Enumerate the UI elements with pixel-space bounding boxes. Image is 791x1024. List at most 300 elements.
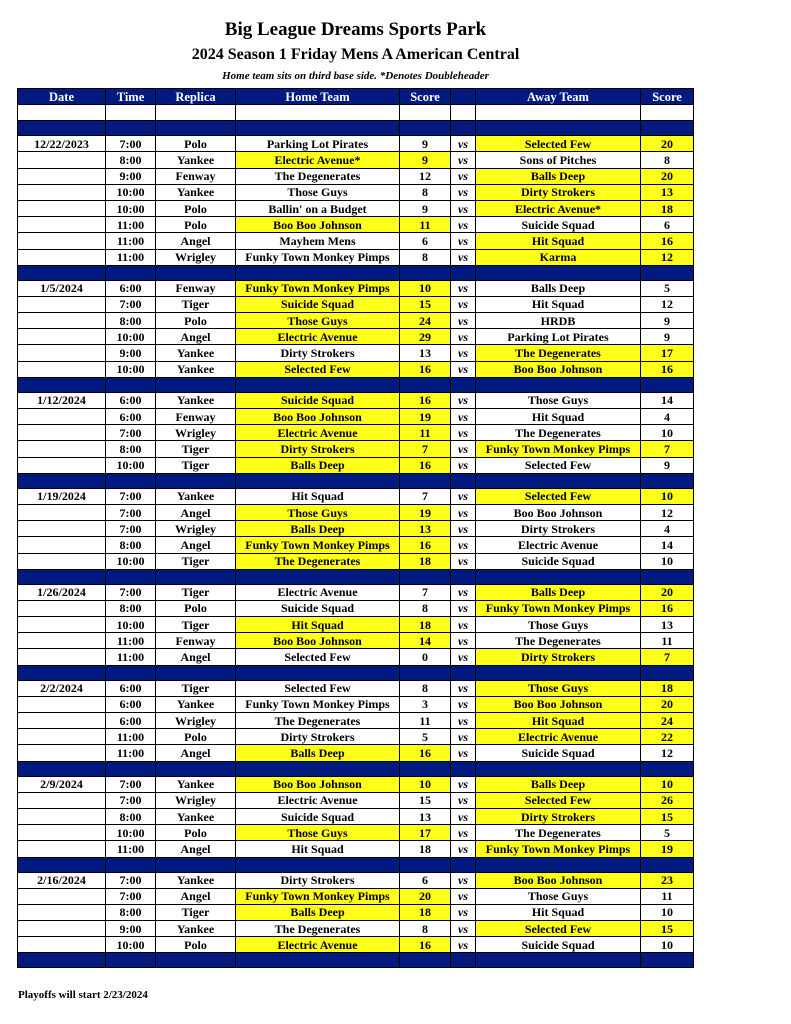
vs-label: vs bbox=[451, 504, 476, 520]
game-date bbox=[18, 888, 106, 904]
away-score: 16 bbox=[641, 233, 694, 249]
vs-label: vs bbox=[451, 808, 476, 824]
separator-cell bbox=[476, 265, 641, 280]
col-header-away-team: Away Team bbox=[476, 89, 641, 105]
separator-cell bbox=[156, 121, 236, 136]
col-header-time: Time bbox=[106, 89, 156, 105]
game-time: 8:00 bbox=[106, 441, 156, 457]
page-subtitle: 2024 Season 1 Friday Mens A American Central bbox=[191, 46, 520, 63]
game-time: 7:00 bbox=[106, 584, 156, 600]
separator-cell bbox=[451, 761, 476, 776]
blank-cell bbox=[106, 105, 156, 121]
week-separator bbox=[18, 665, 694, 680]
game-time: 10:00 bbox=[106, 184, 156, 200]
away-team: Karma bbox=[476, 249, 641, 265]
home-team: Suicide Squad bbox=[236, 808, 400, 824]
game-date: 1/12/2024 bbox=[18, 392, 106, 408]
vs-label: vs bbox=[451, 649, 476, 665]
home-score: 8 bbox=[400, 249, 451, 265]
vs-label: vs bbox=[451, 441, 476, 457]
home-score: 7 bbox=[400, 584, 451, 600]
home-score: 19 bbox=[400, 504, 451, 520]
game-date bbox=[18, 504, 106, 520]
separator-cell bbox=[156, 857, 236, 872]
game-row bbox=[18, 152, 694, 168]
game-date: 2/2/2024 bbox=[18, 680, 106, 696]
home-score: 18 bbox=[400, 841, 451, 857]
week-separator bbox=[18, 265, 694, 280]
game-row bbox=[18, 136, 694, 152]
game-row bbox=[18, 217, 694, 233]
vs-label: vs bbox=[451, 521, 476, 537]
game-date bbox=[18, 168, 106, 184]
home-score: 8 bbox=[400, 184, 451, 200]
away-team: Hit Squad bbox=[476, 296, 641, 312]
game-time: 10:00 bbox=[106, 825, 156, 841]
blank-cell bbox=[236, 105, 400, 121]
away-team: Dirty Strokers bbox=[476, 521, 641, 537]
vs-label: vs bbox=[451, 296, 476, 312]
home-team: Selected Few bbox=[236, 361, 400, 377]
game-date bbox=[18, 600, 106, 616]
home-score: 12 bbox=[400, 168, 451, 184]
separator-cell bbox=[156, 761, 236, 776]
home-score: 11 bbox=[400, 713, 451, 729]
home-score: 13 bbox=[400, 808, 451, 824]
game-row bbox=[18, 713, 694, 729]
game-replica: Tiger bbox=[156, 904, 236, 920]
game-row bbox=[18, 696, 694, 712]
away-score: 20 bbox=[641, 136, 694, 152]
separator-cell bbox=[400, 857, 451, 872]
away-score: 6 bbox=[641, 217, 694, 233]
home-team: Dirty Strokers bbox=[236, 441, 400, 457]
vs-label: vs bbox=[451, 488, 476, 504]
away-score: 10 bbox=[641, 904, 694, 920]
game-time: 6:00 bbox=[106, 392, 156, 408]
away-team: Suicide Squad bbox=[476, 937, 641, 953]
game-row bbox=[18, 184, 694, 200]
separator-cell bbox=[400, 265, 451, 280]
game-replica: Tiger bbox=[156, 457, 236, 473]
game-replica: Polo bbox=[156, 136, 236, 152]
separator-cell bbox=[476, 761, 641, 776]
separator-cell bbox=[106, 377, 156, 392]
home-score: 18 bbox=[400, 553, 451, 569]
separator-cell bbox=[156, 265, 236, 280]
game-replica: Tiger bbox=[156, 553, 236, 569]
away-team: Balls Deep bbox=[476, 584, 641, 600]
game-row bbox=[18, 329, 694, 345]
week-separator bbox=[18, 761, 694, 776]
away-team: Boo Boo Johnson bbox=[476, 696, 641, 712]
home-team: Boo Boo Johnson bbox=[236, 217, 400, 233]
away-team: Boo Boo Johnson bbox=[476, 361, 641, 377]
away-score: 20 bbox=[641, 696, 694, 712]
game-row bbox=[18, 888, 694, 904]
away-team: Selected Few bbox=[476, 488, 641, 504]
home-team: Hit Squad bbox=[236, 488, 400, 504]
game-date bbox=[18, 184, 106, 200]
game-date bbox=[18, 713, 106, 729]
game-time: 11:00 bbox=[106, 217, 156, 233]
away-team: Funky Town Monkey Pimps bbox=[476, 600, 641, 616]
game-time: 8:00 bbox=[106, 537, 156, 553]
separator-cell bbox=[641, 569, 694, 584]
game-time: 10:00 bbox=[106, 200, 156, 216]
away-team: Balls Deep bbox=[476, 168, 641, 184]
separator-cell bbox=[400, 377, 451, 392]
game-replica: Angel bbox=[156, 537, 236, 553]
away-team: Selected Few bbox=[476, 457, 641, 473]
separator-cell bbox=[236, 473, 400, 488]
home-score: 24 bbox=[400, 313, 451, 329]
away-team: Suicide Squad bbox=[476, 553, 641, 569]
game-replica: Wrigley bbox=[156, 425, 236, 441]
game-date bbox=[18, 217, 106, 233]
away-score: 4 bbox=[641, 521, 694, 537]
separator-cell bbox=[451, 265, 476, 280]
game-time: 11:00 bbox=[106, 233, 156, 249]
home-team: Electric Avenue* bbox=[236, 152, 400, 168]
separator-cell bbox=[400, 569, 451, 584]
game-replica: Polo bbox=[156, 600, 236, 616]
separator-cell bbox=[236, 569, 400, 584]
away-team: Dirty Strokers bbox=[476, 184, 641, 200]
game-time: 10:00 bbox=[106, 553, 156, 569]
separator-cell bbox=[106, 953, 156, 968]
game-row bbox=[18, 488, 694, 504]
vs-label: vs bbox=[451, 152, 476, 168]
game-replica: Polo bbox=[156, 313, 236, 329]
home-team: The Degenerates bbox=[236, 921, 400, 937]
vs-label: vs bbox=[451, 600, 476, 616]
separator-cell bbox=[400, 761, 451, 776]
vs-label: vs bbox=[451, 361, 476, 377]
home-team: Funky Town Monkey Pimps bbox=[236, 280, 400, 296]
col-header-date: Date bbox=[18, 89, 106, 105]
separator-cell bbox=[476, 569, 641, 584]
game-row bbox=[18, 249, 694, 265]
game-replica: Fenway bbox=[156, 409, 236, 425]
game-replica: Angel bbox=[156, 841, 236, 857]
away-score: 7 bbox=[641, 649, 694, 665]
away-score: 26 bbox=[641, 792, 694, 808]
home-team: Boo Boo Johnson bbox=[236, 633, 400, 649]
home-team: The Degenerates bbox=[236, 168, 400, 184]
away-team: Electric Avenue* bbox=[476, 200, 641, 216]
separator-cell bbox=[476, 377, 641, 392]
game-date: 1/5/2024 bbox=[18, 280, 106, 296]
vs-label: vs bbox=[451, 280, 476, 296]
game-time: 11:00 bbox=[106, 249, 156, 265]
game-replica: Angel bbox=[156, 649, 236, 665]
separator-cell bbox=[641, 857, 694, 872]
game-replica: Angel bbox=[156, 233, 236, 249]
vs-label: vs bbox=[451, 345, 476, 361]
away-score: 11 bbox=[641, 633, 694, 649]
game-date bbox=[18, 233, 106, 249]
game-row bbox=[18, 745, 694, 761]
separator-cell bbox=[400, 665, 451, 680]
home-team: Hit Squad bbox=[236, 841, 400, 857]
vs-label: vs bbox=[451, 713, 476, 729]
away-score: 16 bbox=[641, 600, 694, 616]
separator-cell bbox=[236, 265, 400, 280]
game-date bbox=[18, 361, 106, 377]
away-team: Hit Squad bbox=[476, 233, 641, 249]
game-date bbox=[18, 345, 106, 361]
home-score: 8 bbox=[400, 600, 451, 616]
away-score: 12 bbox=[641, 249, 694, 265]
vs-label: vs bbox=[451, 841, 476, 857]
home-team: Balls Deep bbox=[236, 745, 400, 761]
game-row bbox=[18, 776, 694, 792]
separator-cell bbox=[400, 473, 451, 488]
game-time: 6:00 bbox=[106, 713, 156, 729]
away-score: 24 bbox=[641, 713, 694, 729]
vs-label: vs bbox=[451, 168, 476, 184]
game-time: 9:00 bbox=[106, 345, 156, 361]
game-date bbox=[18, 425, 106, 441]
blank-row bbox=[18, 105, 694, 121]
separator-cell bbox=[18, 121, 106, 136]
away-score: 10 bbox=[641, 425, 694, 441]
home-team: Boo Boo Johnson bbox=[236, 409, 400, 425]
home-team: The Degenerates bbox=[236, 553, 400, 569]
game-row bbox=[18, 392, 694, 408]
game-row bbox=[18, 361, 694, 377]
game-row bbox=[18, 633, 694, 649]
away-team: Balls Deep bbox=[476, 280, 641, 296]
game-time: 7:00 bbox=[106, 872, 156, 888]
schedule-note: Home team sits on third base side. *Denotes Doubleheader bbox=[222, 70, 489, 82]
away-score: 10 bbox=[641, 553, 694, 569]
home-team: Electric Avenue bbox=[236, 584, 400, 600]
away-team: Suicide Squad bbox=[476, 217, 641, 233]
vs-label: vs bbox=[451, 825, 476, 841]
separator-cell bbox=[451, 121, 476, 136]
away-score: 11 bbox=[641, 888, 694, 904]
home-score: 0 bbox=[400, 649, 451, 665]
vs-label: vs bbox=[451, 200, 476, 216]
game-time: 7:00 bbox=[106, 425, 156, 441]
col-header-vs bbox=[451, 89, 476, 105]
separator-cell bbox=[641, 121, 694, 136]
blank-cell bbox=[18, 105, 106, 121]
game-row bbox=[18, 600, 694, 616]
separator-cell bbox=[451, 473, 476, 488]
game-replica: Yankee bbox=[156, 488, 236, 504]
col-header-home-team: Home Team bbox=[236, 89, 400, 105]
game-replica: Angel bbox=[156, 888, 236, 904]
separator-cell bbox=[236, 377, 400, 392]
week-separator bbox=[18, 569, 694, 584]
home-score: 14 bbox=[400, 633, 451, 649]
game-time: 6:00 bbox=[106, 409, 156, 425]
home-team: Suicide Squad bbox=[236, 296, 400, 312]
game-date bbox=[18, 792, 106, 808]
game-date bbox=[18, 937, 106, 953]
separator-cell bbox=[18, 665, 106, 680]
blank-cell bbox=[476, 105, 641, 121]
game-replica: Fenway bbox=[156, 633, 236, 649]
game-row bbox=[18, 729, 694, 745]
separator-cell bbox=[18, 265, 106, 280]
game-replica: Wrigley bbox=[156, 713, 236, 729]
game-row bbox=[18, 584, 694, 600]
game-date bbox=[18, 200, 106, 216]
game-time: 11:00 bbox=[106, 649, 156, 665]
game-time: 7:00 bbox=[106, 521, 156, 537]
game-row bbox=[18, 313, 694, 329]
away-score: 16 bbox=[641, 361, 694, 377]
away-score: 12 bbox=[641, 745, 694, 761]
game-date bbox=[18, 249, 106, 265]
game-date bbox=[18, 921, 106, 937]
away-team: HRDB bbox=[476, 313, 641, 329]
separator-cell bbox=[476, 953, 641, 968]
game-date bbox=[18, 441, 106, 457]
home-score: 9 bbox=[400, 200, 451, 216]
vs-label: vs bbox=[451, 729, 476, 745]
away-team: Suicide Squad bbox=[476, 745, 641, 761]
home-score: 16 bbox=[400, 745, 451, 761]
game-row bbox=[18, 808, 694, 824]
home-score: 11 bbox=[400, 425, 451, 441]
away-team: Funky Town Monkey Pimps bbox=[476, 841, 641, 857]
separator-cell bbox=[18, 473, 106, 488]
away-team: The Degenerates bbox=[476, 633, 641, 649]
home-score: 3 bbox=[400, 696, 451, 712]
game-time: 11:00 bbox=[106, 633, 156, 649]
blank-cell bbox=[451, 105, 476, 121]
vs-label: vs bbox=[451, 457, 476, 473]
home-team: Boo Boo Johnson bbox=[236, 776, 400, 792]
home-team: Mayhem Mens bbox=[236, 233, 400, 249]
home-score: 7 bbox=[400, 441, 451, 457]
game-time: 7:00 bbox=[106, 488, 156, 504]
away-score: 17 bbox=[641, 345, 694, 361]
separator-cell bbox=[451, 569, 476, 584]
separator-cell bbox=[451, 377, 476, 392]
away-score: 19 bbox=[641, 841, 694, 857]
game-row bbox=[18, 457, 694, 473]
game-time: 7:00 bbox=[106, 776, 156, 792]
vs-label: vs bbox=[451, 136, 476, 152]
game-replica: Polo bbox=[156, 217, 236, 233]
vs-label: vs bbox=[451, 937, 476, 953]
home-team: Those Guys bbox=[236, 825, 400, 841]
home-team: Suicide Squad bbox=[236, 600, 400, 616]
separator-cell bbox=[156, 473, 236, 488]
game-time: 8:00 bbox=[106, 600, 156, 616]
separator-cell bbox=[476, 665, 641, 680]
home-score: 9 bbox=[400, 152, 451, 168]
game-date: 2/9/2024 bbox=[18, 776, 106, 792]
game-replica: Fenway bbox=[156, 168, 236, 184]
away-team: Those Guys bbox=[476, 617, 641, 633]
home-team: Funky Town Monkey Pimps bbox=[236, 537, 400, 553]
game-replica: Yankee bbox=[156, 184, 236, 200]
home-team: Those Guys bbox=[236, 184, 400, 200]
game-date bbox=[18, 617, 106, 633]
separator-cell bbox=[451, 857, 476, 872]
game-row bbox=[18, 280, 694, 296]
game-replica: Tiger bbox=[156, 680, 236, 696]
vs-label: vs bbox=[451, 745, 476, 761]
game-replica: Tiger bbox=[156, 296, 236, 312]
separator-cell bbox=[18, 857, 106, 872]
home-team: Funky Town Monkey Pimps bbox=[236, 888, 400, 904]
game-date: 12/22/2023 bbox=[18, 136, 106, 152]
separator-cell bbox=[18, 953, 106, 968]
away-score: 20 bbox=[641, 168, 694, 184]
away-score: 7 bbox=[641, 441, 694, 457]
week-separator bbox=[18, 377, 694, 392]
blank-cell bbox=[641, 105, 694, 121]
game-replica: Yankee bbox=[156, 392, 236, 408]
away-team: Hit Squad bbox=[476, 904, 641, 920]
home-score: 6 bbox=[400, 872, 451, 888]
game-date bbox=[18, 457, 106, 473]
home-team: Balls Deep bbox=[236, 521, 400, 537]
game-row bbox=[18, 617, 694, 633]
col-header-replica: Replica bbox=[156, 89, 236, 105]
game-row bbox=[18, 937, 694, 953]
blank-cell bbox=[156, 105, 236, 121]
home-score: 6 bbox=[400, 233, 451, 249]
game-date bbox=[18, 729, 106, 745]
week-separator bbox=[18, 121, 694, 136]
game-row bbox=[18, 296, 694, 312]
game-time: 6:00 bbox=[106, 680, 156, 696]
vs-label: vs bbox=[451, 425, 476, 441]
separator-cell bbox=[156, 953, 236, 968]
game-time: 8:00 bbox=[106, 152, 156, 168]
separator-cell bbox=[156, 665, 236, 680]
separator-cell bbox=[400, 121, 451, 136]
away-team: Boo Boo Johnson bbox=[476, 872, 641, 888]
game-date bbox=[18, 152, 106, 168]
away-team: Balls Deep bbox=[476, 776, 641, 792]
game-date bbox=[18, 745, 106, 761]
game-time: 11:00 bbox=[106, 729, 156, 745]
away-score: 13 bbox=[641, 184, 694, 200]
vs-label: vs bbox=[451, 249, 476, 265]
separator-cell bbox=[236, 665, 400, 680]
home-score: 8 bbox=[400, 921, 451, 937]
game-date: 1/19/2024 bbox=[18, 488, 106, 504]
game-row bbox=[18, 521, 694, 537]
away-score: 23 bbox=[641, 872, 694, 888]
game-row bbox=[18, 425, 694, 441]
game-time: 7:00 bbox=[106, 888, 156, 904]
home-score: 18 bbox=[400, 617, 451, 633]
away-team: The Degenerates bbox=[476, 425, 641, 441]
separator-cell bbox=[476, 121, 641, 136]
home-score: 16 bbox=[400, 937, 451, 953]
away-score: 22 bbox=[641, 729, 694, 745]
home-score: 15 bbox=[400, 792, 451, 808]
game-time: 10:00 bbox=[106, 361, 156, 377]
col-header-home-score: Score bbox=[400, 89, 451, 105]
away-score: 9 bbox=[641, 457, 694, 473]
vs-label: vs bbox=[451, 921, 476, 937]
game-date bbox=[18, 313, 106, 329]
game-replica: Yankee bbox=[156, 776, 236, 792]
game-replica: Angel bbox=[156, 504, 236, 520]
